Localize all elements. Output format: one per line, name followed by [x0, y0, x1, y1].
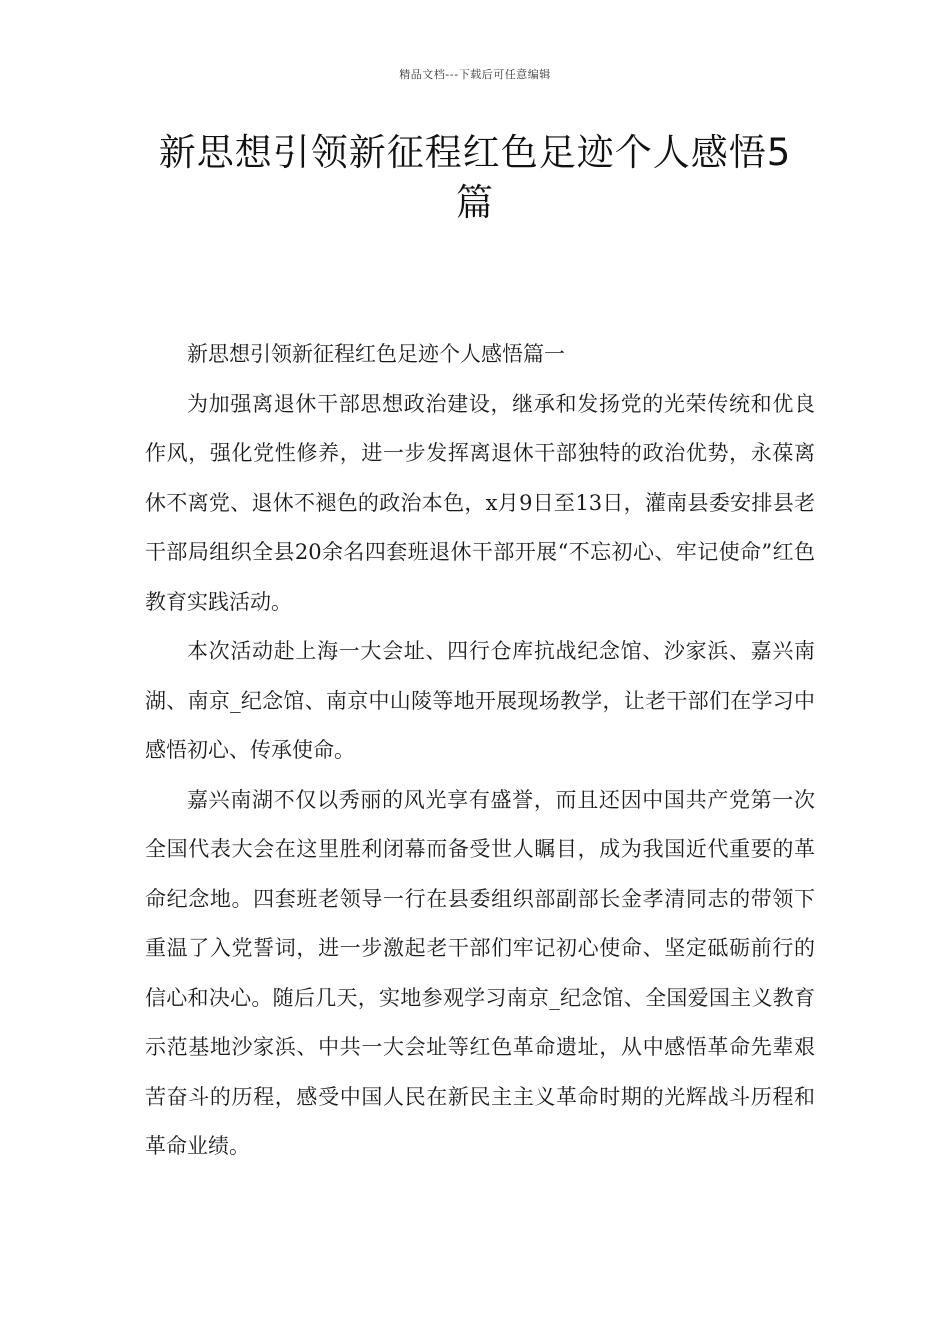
document-title: 新思想引领新征程红色足迹个人感悟5篇 [158, 131, 792, 224]
header-note: 精品文档---下载后可任意编辑 [399, 68, 551, 81]
paragraph: 本次活动赴上海一大会址、四行仓库抗战纪念馆、沙家浜、嘉兴南湖、南京_纪念馆、南京中山陵等地开展现场教学，让老干部们在学习中感悟初心、传承使命。 [145, 639, 815, 762]
section-heading: 新思想引领新征程红色足迹个人感悟篇一 [187, 342, 565, 366]
document-body [145, 330, 815, 1172]
paragraph: 为加强离退休干部思想政治建设，继承和发扬党的光荣传统和优良作风，强化党性修养，进一步发挥离退休干部独特的政治优势，永葆离休不离党、退休不褪色的政治本色，x月9日至13日，灌南县委安排县老干部局组织全县20余名四套班退休干部开展“不忘初心、牢记使命”红色教育实践活动。 [145, 391, 815, 614]
paragraph: 嘉兴南湖不仅以秀丽的风光享有盛誉，而且还因中国共产党第一次全国代表大会在这里胜利闭幕而备受世人瞩目，成为我国近代重要的革命纪念地。四套班老领导一行在县委组织部副部长金孝清同志的带领下重温了入党誓词，进一步激起老干部们牢记初心使命、坚定砥砺前行的信心和决心。随后几天，实地参观学习南京_纪念馆、全国爱国主义教育示范基地沙家浜、中共一大会址等红色革命遗址，从中感悟革命先辈艰苦奋斗的历程，感受中国人民在新民主主义革命时期的光辉战斗历程和革命业绩。 [145, 787, 815, 1158]
